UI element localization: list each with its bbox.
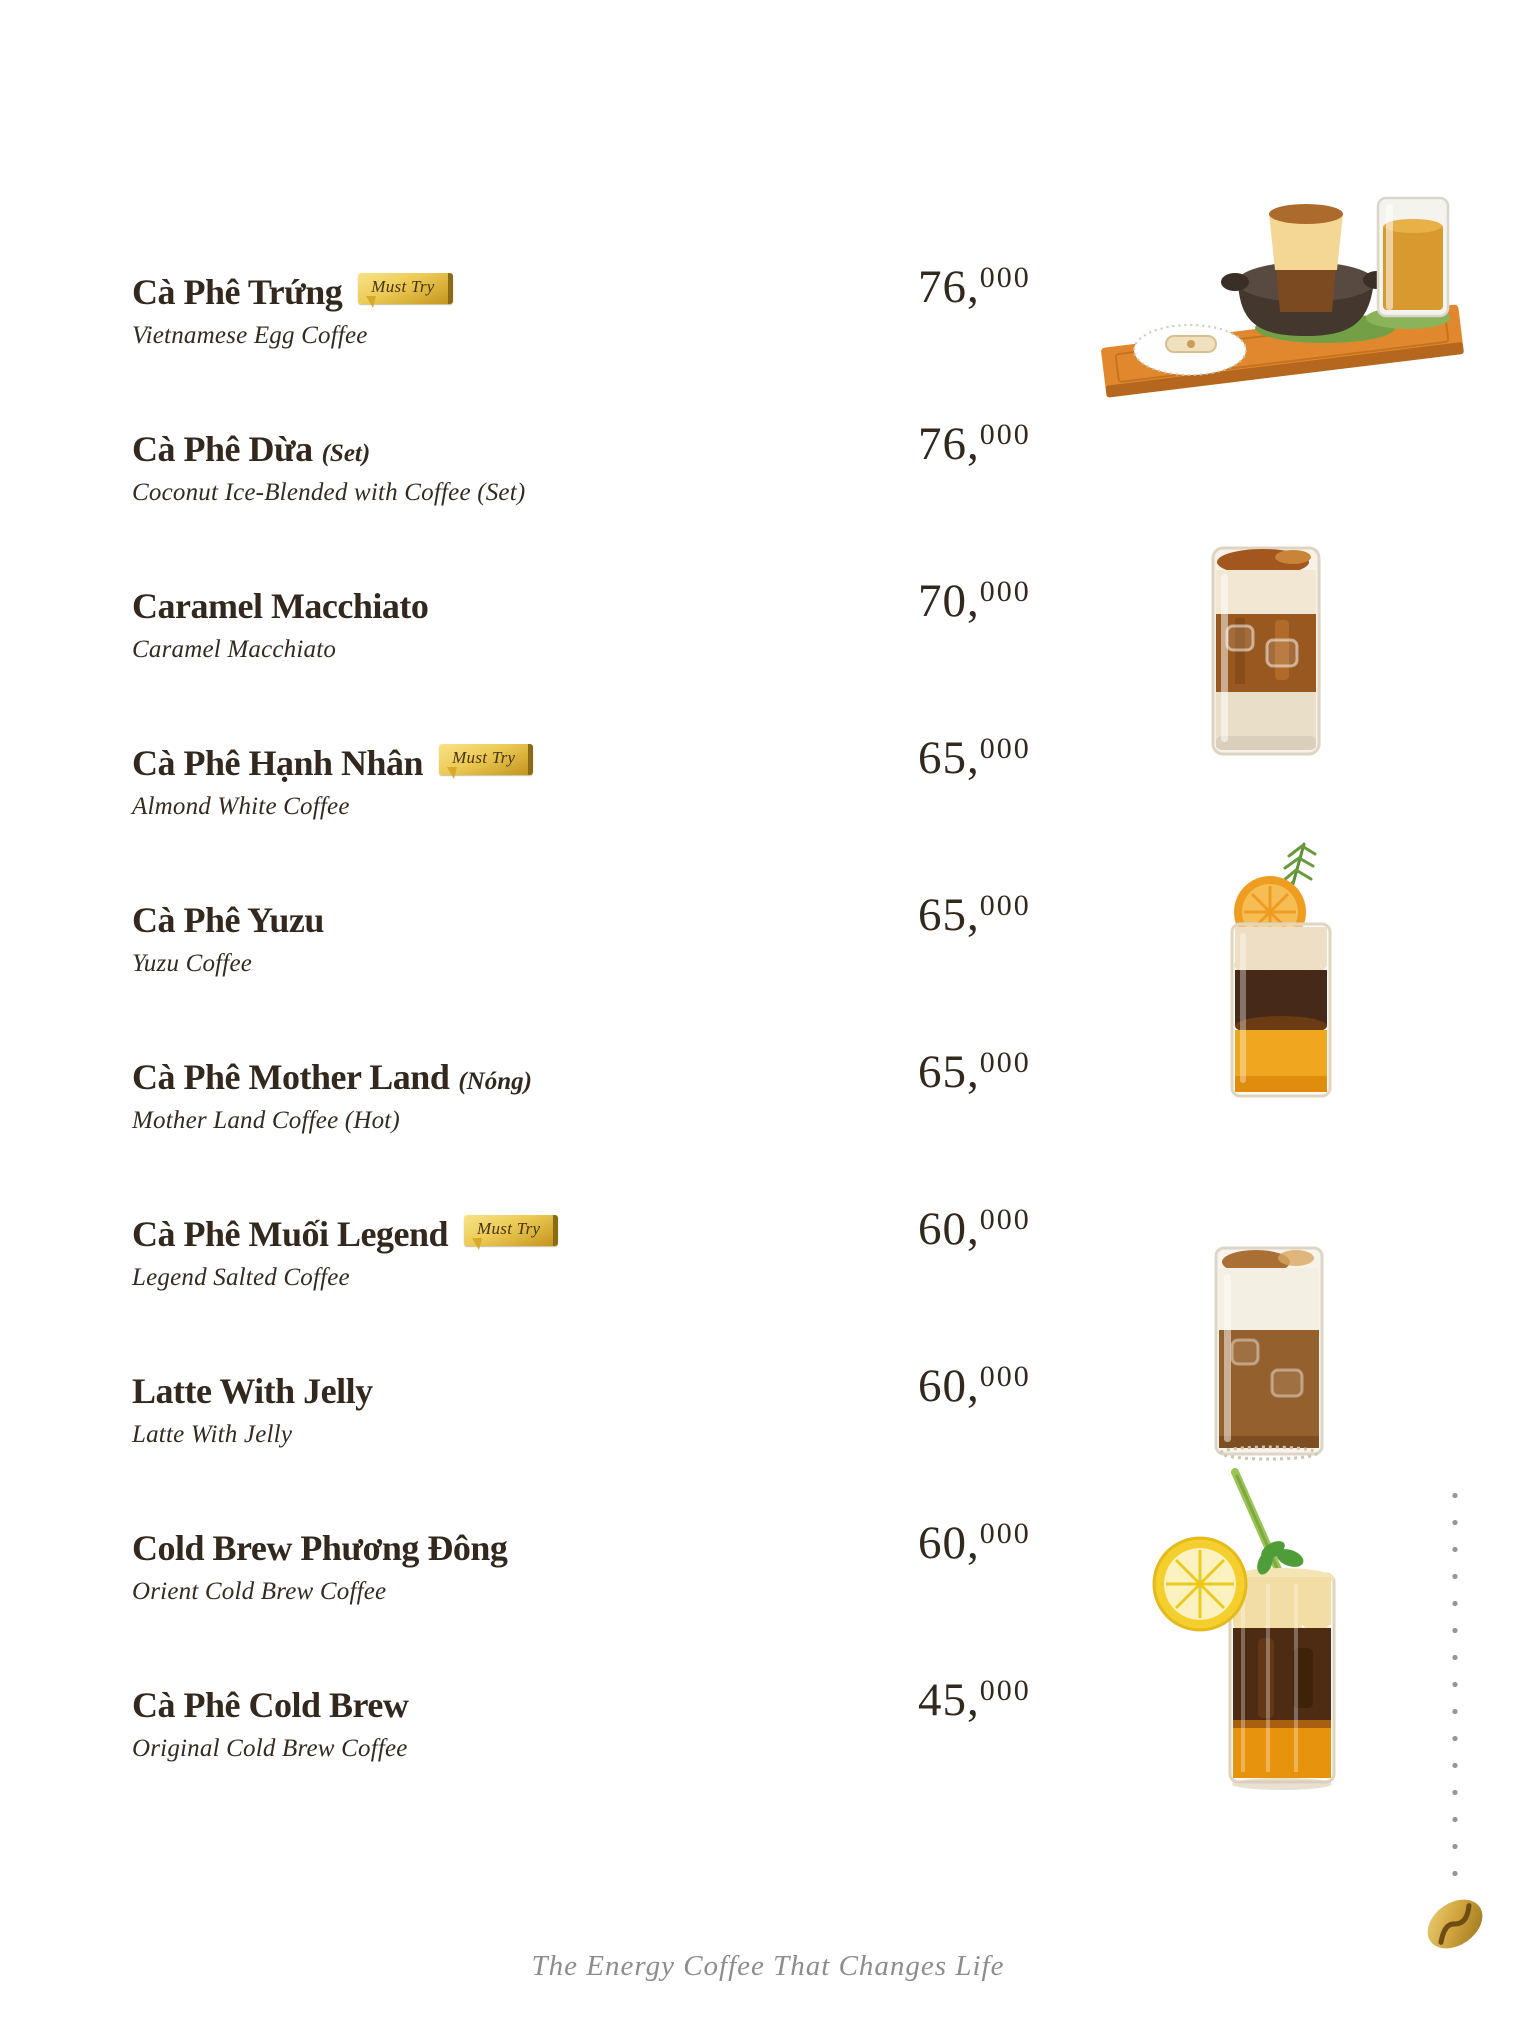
menu-item-caramel-macchiato	[132, 575, 1092, 664]
item-name: Cà Phê Yuzu	[132, 900, 324, 940]
item-name: Latte With Jelly	[132, 1371, 373, 1411]
menu-item-ca-phe-muoi-legend	[132, 1203, 1092, 1292]
price-thousands: 000	[979, 575, 1031, 608]
item-description: Mother Land Coffee (Hot)	[132, 1107, 400, 1135]
item-description: Caramel Macchiato	[132, 636, 337, 664]
price-thousands: 000	[979, 1517, 1031, 1550]
price-thousands: 000	[979, 732, 1031, 765]
item-name: Cà Phê Trứng	[132, 272, 343, 312]
item-description: Original Cold Brew Coffee	[132, 1735, 408, 1763]
item-description: Almond White Coffee	[132, 793, 350, 821]
price-main: 45,	[918, 1674, 980, 1726]
salted-coffee-photo	[1208, 1240, 1333, 1468]
menu-item-latte-with-jelly	[132, 1360, 1092, 1449]
price-thousands: 000	[979, 261, 1031, 294]
price-main: 70,	[918, 575, 980, 627]
menu-item-ca-phe-yuzu	[132, 889, 1092, 978]
item-name-suffix: (Set)	[321, 440, 371, 467]
price-thousands: 000	[979, 889, 1031, 922]
price-thousands: 000	[979, 1674, 1031, 1707]
menu-item-ca-phe-cold-brew	[132, 1674, 1092, 1763]
menu-item-ca-phe-dua	[132, 418, 1092, 507]
item-name: Cà Phê Hạnh Nhân	[132, 743, 424, 783]
coffee-bean-icon	[1420, 1892, 1490, 1956]
caramel-macchiato-illustration	[1205, 540, 1330, 768]
caramel-macchiato-photo	[1205, 540, 1330, 768]
egg-coffee-set-illustration	[1090, 178, 1475, 408]
must-try-badge	[439, 744, 533, 775]
item-name: Cà Phê Mother Land	[132, 1057, 450, 1097]
item-description: Coconut Ice-Blended with Coffee (Set)	[132, 479, 526, 507]
item-price	[918, 418, 1031, 470]
coffee-bean-illustration	[1420, 1892, 1490, 1956]
salted-coffee-illustration	[1208, 1240, 1333, 1468]
egg-coffee-set-photo	[1090, 178, 1475, 408]
item-price	[918, 1203, 1031, 1255]
price-main: 76,	[918, 261, 980, 313]
item-price	[918, 1674, 1031, 1726]
dotted-divider	[1451, 1482, 1459, 1894]
item-description: Orient Cold Brew Coffee	[132, 1578, 387, 1606]
footer-tagline: The Energy Coffee That Changes Life	[531, 1950, 1005, 1982]
item-price	[918, 889, 1031, 941]
price-main: 60,	[918, 1203, 980, 1255]
price-thousands: 000	[979, 418, 1031, 451]
price-thousands: 000	[979, 1360, 1031, 1393]
must-try-badge-label: Must Try	[477, 1219, 541, 1238]
menu-item-ca-phe-trung	[132, 261, 1092, 350]
item-price	[918, 575, 1031, 627]
must-try-badge	[464, 1215, 558, 1246]
item-name-suffix: (Nóng)	[458, 1068, 532, 1095]
price-main: 60,	[918, 1517, 980, 1569]
item-price	[918, 1517, 1031, 1569]
item-price	[918, 261, 1031, 313]
item-price	[918, 1046, 1031, 1098]
price-main: 65,	[918, 732, 980, 784]
must-try-badge-label: Must Try	[371, 277, 435, 296]
item-price	[918, 1360, 1031, 1412]
item-description: Yuzu Coffee	[132, 950, 253, 978]
price-thousands: 000	[979, 1046, 1031, 1079]
item-name: Cold Brew Phương Đông	[132, 1528, 508, 1568]
item-name: Cà Phê Cold Brew	[132, 1685, 409, 1725]
item-description: Legend Salted Coffee	[132, 1264, 350, 1292]
price-main: 65,	[918, 889, 980, 941]
item-description: Vietnamese Egg Coffee	[132, 322, 368, 350]
item-name: Cà Phê Muối Legend	[132, 1214, 449, 1254]
must-try-badge-label: Must Try	[452, 748, 516, 767]
item-price	[918, 732, 1031, 784]
price-main: 60,	[918, 1360, 980, 1412]
menu-item-ca-phe-hanh-nhan	[132, 732, 1092, 821]
price-main: 76,	[918, 418, 980, 470]
cold-brew-illustration	[1138, 1462, 1348, 1794]
item-name: Caramel Macchiato	[132, 586, 429, 626]
cold-brew-photo	[1138, 1462, 1348, 1794]
yuzu-coffee-photo	[1212, 838, 1347, 1106]
item-name: Cà Phê Dừa	[132, 429, 313, 469]
item-description: Latte With Jelly	[132, 1421, 293, 1449]
must-try-badge	[358, 273, 452, 304]
yuzu-coffee-illustration	[1212, 838, 1347, 1106]
menu-item-cold-brew-phuong-dong	[132, 1517, 1092, 1606]
price-thousands: 000	[979, 1203, 1031, 1236]
price-main: 65,	[918, 1046, 980, 1098]
menu-item-ca-phe-mother-land	[132, 1046, 1092, 1135]
